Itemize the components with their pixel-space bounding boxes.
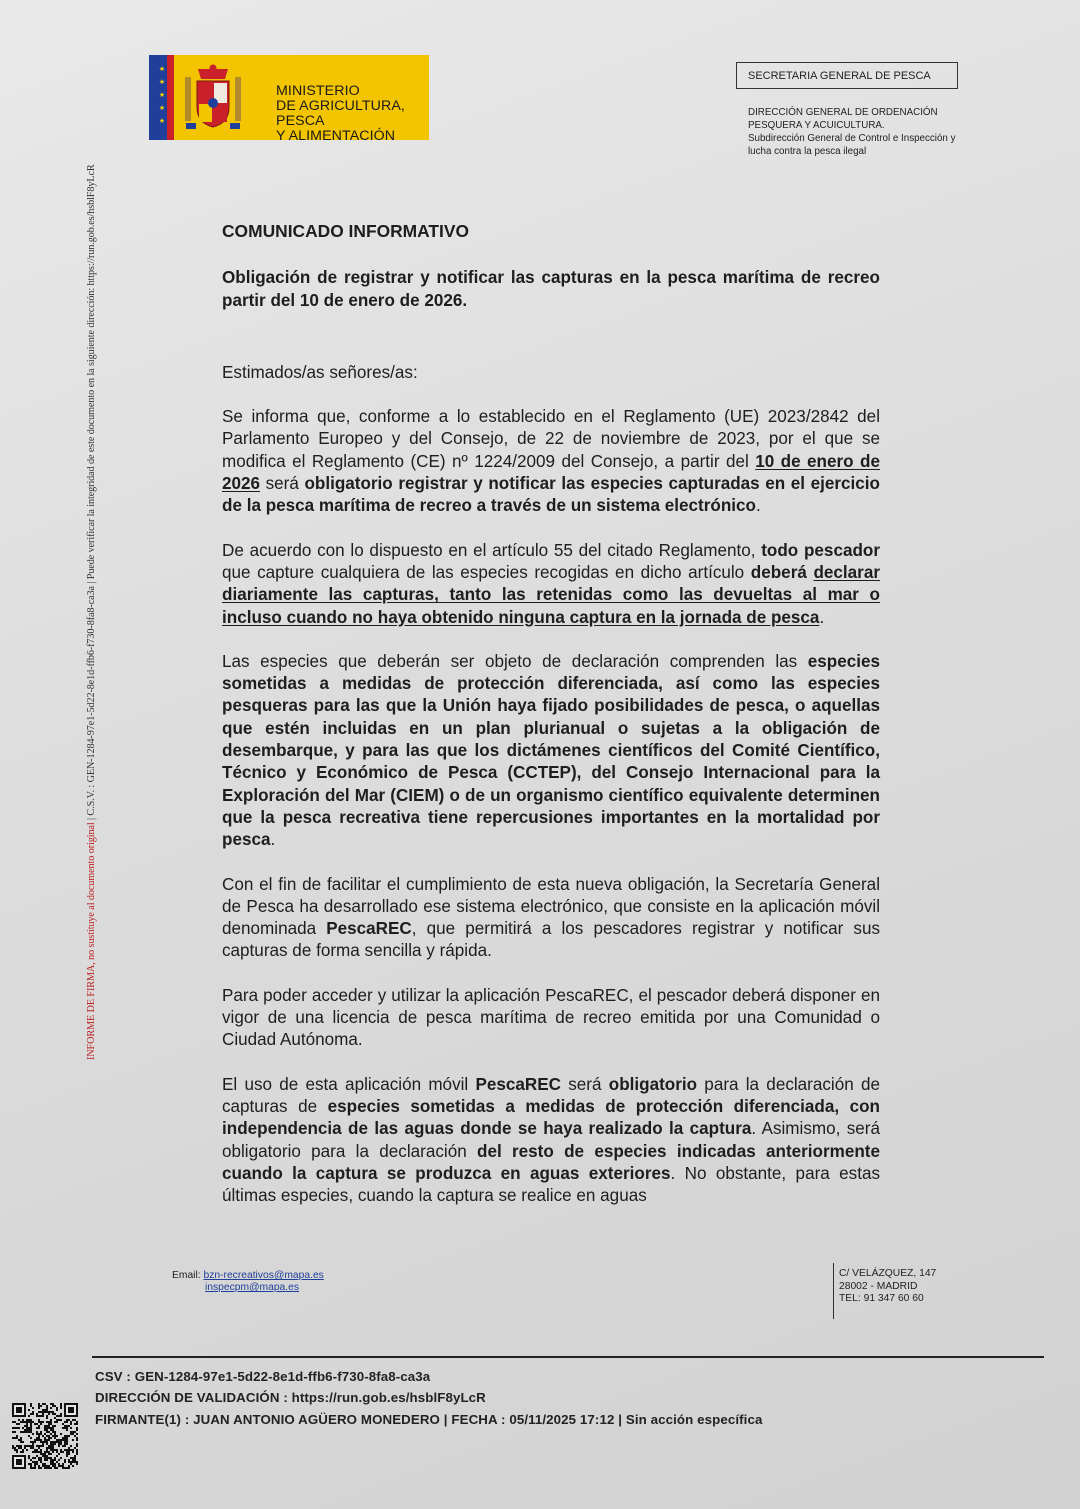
direccion-line2: PESQUERA Y ACUICULTURA. xyxy=(748,120,885,131)
ministry-name xyxy=(276,84,429,144)
document-body xyxy=(222,220,880,1207)
p6-bold: especies sometidas a medidas de protección diferenciada, con independencia de las aguas donde se haya realizado la captura xyxy=(222,1096,880,1139)
p3-text: Las especies que deberán ser objeto de declaración comprenden las xyxy=(222,651,808,671)
p6-bold: del resto de especies indicadas anteriormente cuando la captura se produzca en aguas exteriores xyxy=(222,1141,880,1183)
p2-text: . xyxy=(819,607,825,627)
stamp-csv-text: | C.S.V. : GEN-1284-97e1-5d22-8e1d-ffb6-f730-8fa8-ca3a | Puede verificar la integridad de este documento en la siguiente dirección: https://run.gob.es/hsblF8yLcR xyxy=(86,164,97,820)
verification-side-stamp xyxy=(86,70,97,1060)
p4-text: Con el fin de facilitar el cumplimiento de esta nueva obligación, la Secretaría General de Pesca ha desarrollado ese sistema electrónico, que consiste en la aplicación móvil denominada xyxy=(222,874,880,939)
footer-signer: FIRMANTE(1) : JUAN ANTONIO AGÜERO MONEDERO | FECHA : 05/11/2025 17:12 | Sin acción específica xyxy=(95,1411,763,1427)
paragraph-1 xyxy=(222,406,880,517)
p3-bold: especies sometidas a medidas de protección diferenciada, así como las especies pesqueras para las que la Unión haya fijado posibilidades de pesca, o aquellas que estén incluidas en un plan plurianual o sujetas a la obligación de desembarque, y para las que los dictámenes científicos del Comité Científico, Técnico y Económico de Pesca (CCTEP), del Consejo Internacional para la Exploración del Mar (CIEM) o de un organismo científico equivalente determinen que la pesca recreativa tiene repercusiones importantes en la mortalidad por pesca xyxy=(222,651,880,850)
p2-text: que capture cualquiera de las especies recogidas en dicho artículo xyxy=(222,562,751,582)
paragraph-6 xyxy=(222,1074,880,1208)
paragraph-2 xyxy=(222,540,880,629)
paragraph-5: Para poder acceder y utilizar la aplicación PescaREC, el pescador deberá disponer en vigor de una licencia de pesca marítima de recreo emitida por una Comunidad o Ciudad Autónoma. xyxy=(222,985,880,1050)
p2-bold: deberá xyxy=(750,562,814,582)
greeting: Estimados/as señores/as: xyxy=(222,362,418,382)
p2-text: De acuerdo con lo dispuesto en el artículo 55 del citado Reglamento, xyxy=(222,540,762,560)
ministry-block xyxy=(174,55,429,144)
signature-footer xyxy=(95,1366,762,1430)
p2-bold: todo pescador xyxy=(761,540,880,560)
p6-text: será xyxy=(561,1074,609,1094)
p1-text: será xyxy=(260,474,305,494)
secretaria-box: SECRETARIA GENERAL DE PESCA xyxy=(736,62,958,89)
ministry-name-line2: DE AGRICULTURA, PESCA xyxy=(276,98,405,129)
p1-bold: obligatorio registrar y notificar las especies capturadas en el ejercicio de la pesca marítima de recreo a través de un sistema electrónico xyxy=(222,474,880,516)
address-phone: TEL: 91 347 60 60 xyxy=(839,1293,924,1304)
p6-text: . No obstante, para estas últimas especies, cuando la captura se realice en aguas xyxy=(222,1163,881,1206)
royal-coat-of-arms-icon xyxy=(182,63,244,133)
ministry-logo xyxy=(149,55,429,144)
address-divider xyxy=(833,1263,834,1319)
p3-text: . xyxy=(270,830,276,850)
eu-stars-icon: ★ ★ ★ ★ ★ xyxy=(158,66,166,125)
p4-text: , que permitirá a los pescadores registrar y notificar sus capturas de forma sencilla y rápida. xyxy=(222,919,880,961)
email-link-recreativos[interactable]: bzn-recreativos@mapa.es xyxy=(203,1270,324,1281)
direccion-block xyxy=(748,106,956,158)
address-street: C/ VELÁZQUEZ, 147 xyxy=(839,1268,937,1279)
ministry-name-line1: MINISTERIO xyxy=(276,83,360,99)
document-title: COMUNICADO INFORMATIVO xyxy=(222,221,469,241)
email-link-inspecpm[interactable]: inspecpm@mapa.es xyxy=(205,1282,300,1293)
stamp-red-text: INFORME DE FIRMA, no sustituye al documento original xyxy=(86,822,97,1060)
direccion-line4: lucha contra la pesca ilegal xyxy=(748,146,867,157)
p2-underlined: declarar diariamente las capturas, tanto las retenidas como las devueltas al mar o incluso cuando no haya obtenido ninguna captura en la jornada de pesca xyxy=(222,562,880,627)
flag-red-bar xyxy=(167,55,174,140)
email-label: Email: xyxy=(172,1270,201,1281)
footer-csv: CSV : GEN-1284-97e1-5d22-8e1d-ffb6-f730-8fa8-ca3a xyxy=(95,1369,431,1384)
direccion-line1: DIRECCIÓN GENERAL DE ORDENACIÓN xyxy=(748,107,938,118)
paragraph-3 xyxy=(222,651,880,852)
address-city: 28002 - MADRID xyxy=(839,1280,918,1292)
p4-bold: PescaREC xyxy=(326,919,412,939)
direccion-line3: Subdirección General de Control e Inspección y xyxy=(748,133,956,144)
p6-text: para la declaración de capturas de xyxy=(222,1074,880,1116)
p6-text: El uso de esta aplicación móvil xyxy=(222,1074,476,1094)
footer-validation-url: DIRECCIÓN DE VALIDACIÓN : https://run.gob.es/hsblF8yLcR xyxy=(95,1390,486,1406)
p1-text: Se informa que, conforme a lo establecido en el Reglamento (UE) 2023/2842 del Parlamento Europeo y del Consejo, de 22 de noviembre de 2023, por el que se modifica el Reglamento (CE) nº 1224/2009 del Consejo, a partir del xyxy=(222,407,880,471)
p6-bold: PescaREC xyxy=(475,1074,561,1094)
ministry-name-line3: Y ALIMENTACIÓN xyxy=(276,128,396,144)
address-block xyxy=(839,1268,936,1306)
p1-date: 10 de enero de 2026 xyxy=(222,451,880,494)
footer-divider xyxy=(92,1356,1044,1358)
p6-text: . Asimismo, será obligatorio para la declaración xyxy=(222,1119,880,1161)
p1-text: . xyxy=(755,496,761,516)
paragraph-4 xyxy=(222,874,880,963)
qr-code-icon xyxy=(12,1403,78,1469)
document-subtitle: Obligación de registrar y notificar las capturas en la pesca marítima de recreo partir del 10 de enero de 2026. xyxy=(222,268,880,310)
p6-bold: obligatorio xyxy=(608,1074,698,1094)
email-block xyxy=(172,1270,324,1294)
eu-flag-strip xyxy=(149,55,174,140)
